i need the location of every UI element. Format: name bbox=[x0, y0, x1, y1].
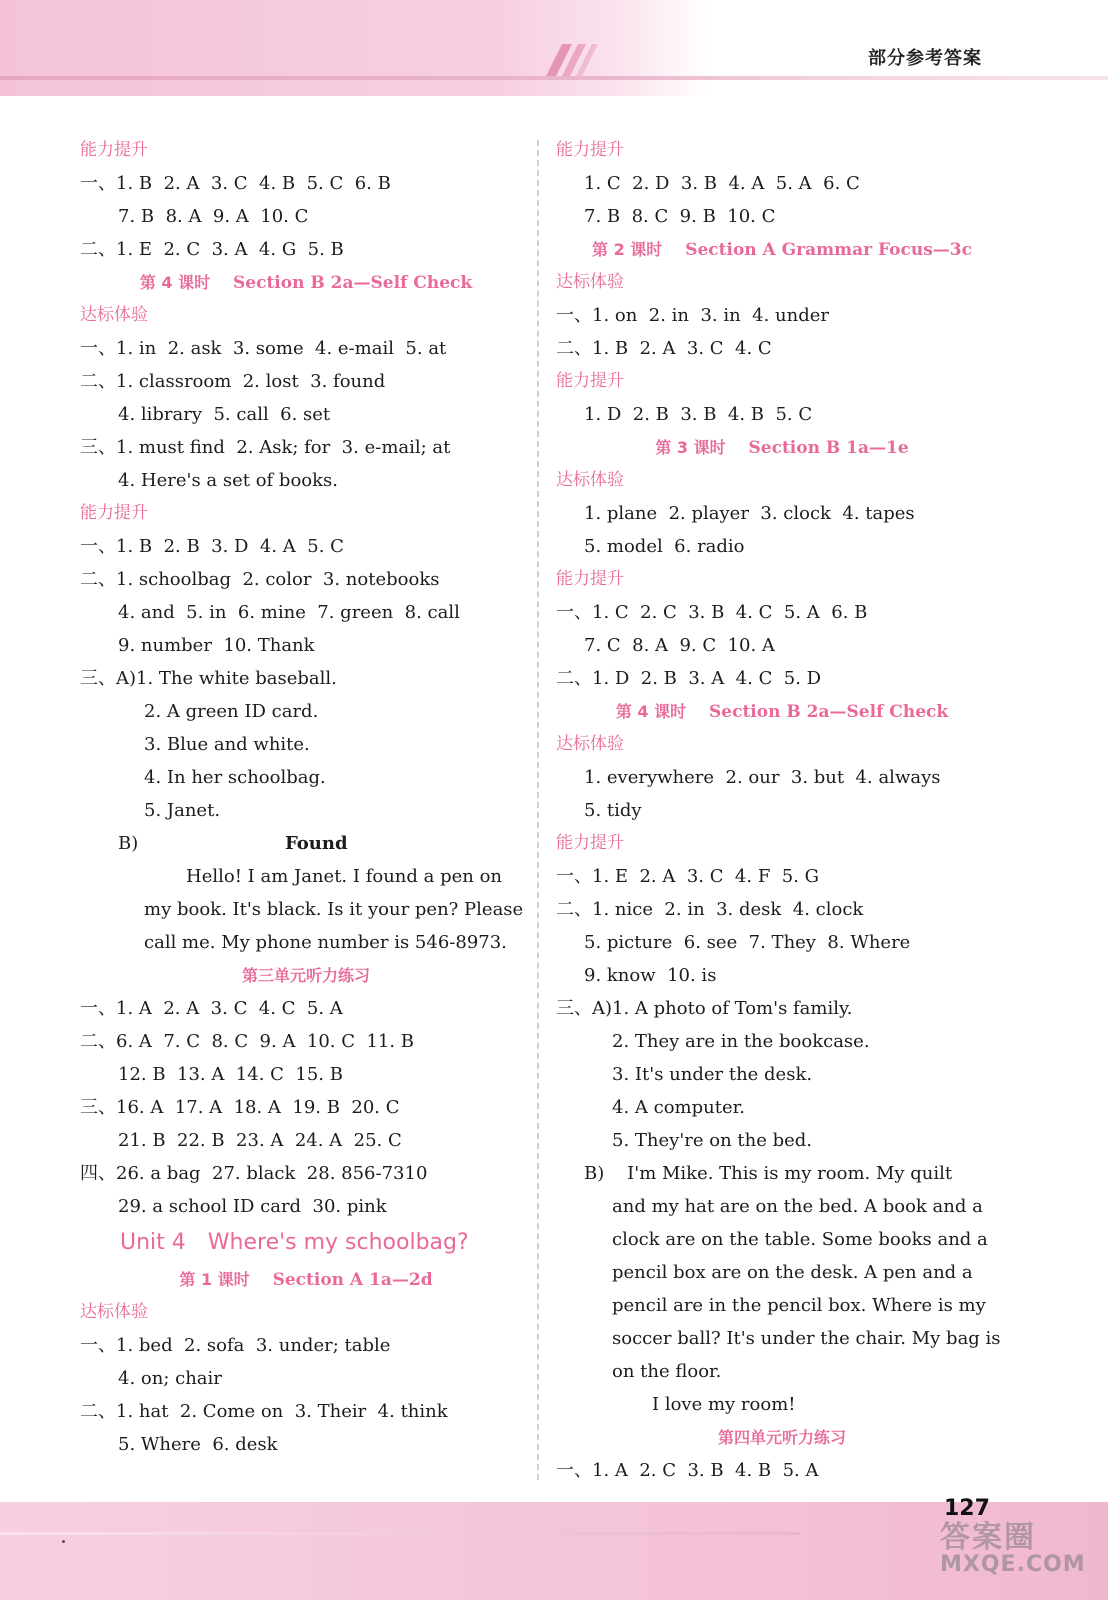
page-number: 127 bbox=[944, 1496, 990, 1521]
answer-line: 二、1. D 2. B 3. A 4. C 5. D bbox=[556, 668, 822, 689]
answer-line: 一、1. on 2. in 3. in 4. under bbox=[556, 305, 830, 326]
passage-title-line bbox=[80, 827, 532, 860]
answer-line: 7. B 8. C 9. B 10. C bbox=[584, 206, 776, 227]
section-heading: 达标体验 bbox=[556, 470, 624, 490]
page-header-title: 部分参考答案 bbox=[868, 48, 982, 69]
answer-line: 二、1. E 2. C 3. A 4. G 5. B bbox=[80, 239, 344, 260]
answer-line: 一、1. in 2. ask 3. some 4. e-mail 5. at bbox=[80, 338, 447, 359]
answer-line: 二、6. A 7. C 8. C 9. A 10. C 11. B bbox=[80, 1031, 415, 1052]
answer-line: 7. B 8. A 9. A 10. C bbox=[118, 206, 309, 227]
listening-practice-heading: 第四单元听力练习 bbox=[717, 1428, 846, 1447]
section-heading: 能力提升 bbox=[556, 371, 624, 391]
footer-dot bbox=[62, 1540, 65, 1543]
lesson-header bbox=[80, 266, 532, 299]
lesson-label: 第 4 课时 bbox=[615, 702, 687, 721]
answer-line: 二、1. schoolbag 2. color 3. notebooks bbox=[80, 569, 440, 590]
unit-number: Unit 4 bbox=[120, 1230, 186, 1255]
answer-line: I love my room! bbox=[652, 1394, 796, 1415]
right-column bbox=[556, 134, 1008, 1487]
lesson-label: 第 1 课时 bbox=[179, 1270, 250, 1289]
answer-line: 9. number 10. Thank bbox=[118, 635, 315, 656]
lesson-header bbox=[80, 1263, 532, 1296]
lesson-section-title: Section B 2a—Self Check bbox=[709, 702, 949, 722]
header-rule bbox=[0, 76, 1108, 80]
answer-line: 5. picture 6. see 7. They 8. Where bbox=[584, 932, 911, 953]
header-stripes-decoration bbox=[536, 44, 606, 76]
lesson-section-title: Section B 2a—Self Check bbox=[233, 273, 473, 293]
answer-line: 1. C 2. D 3. B 4. A 5. A 6. C bbox=[584, 173, 860, 194]
answer-line: 12. B 13. A 14. C 15. B bbox=[118, 1064, 343, 1085]
section-heading: 能力提升 bbox=[80, 140, 148, 160]
section-heading: 能力提升 bbox=[556, 569, 624, 589]
listening-practice-heading: 第三单元听力练习 bbox=[241, 966, 370, 985]
lesson-section-title: Section B 1a—1e bbox=[748, 438, 909, 458]
answer-line: 4. and 5. in 6. mine 7. green 8. call bbox=[118, 602, 460, 623]
answer-line: soccer ball? It's under the chair. My bag is bbox=[612, 1328, 1001, 1349]
answer-line: 4. A computer. bbox=[612, 1097, 745, 1118]
answer-line: 21. B 22. B 23. A 24. A 25. C bbox=[118, 1130, 402, 1151]
answer-line: 1. D 2. B 3. B 4. B 5. C bbox=[584, 404, 813, 425]
answer-line: 4. Here's a set of books. bbox=[118, 470, 338, 491]
answer-line: 一、1. bed 2. sofa 3. under; table bbox=[80, 1335, 391, 1356]
answer-line: and my hat are on the bed. A book and a bbox=[612, 1196, 983, 1217]
answer-line: 9. know 10. is bbox=[584, 965, 717, 986]
lesson-header bbox=[556, 431, 1008, 464]
answer-line: 二、1. classroom 2. lost 3. found bbox=[80, 371, 386, 392]
column-divider bbox=[537, 140, 539, 1480]
answer-line: 一、1. B 2. B 3. D 4. A 5. C bbox=[80, 536, 344, 557]
section-heading: 达标体验 bbox=[556, 272, 624, 292]
answer-line: 4. library 5. call 6. set bbox=[118, 404, 331, 425]
answer-line: 一、1. C 2. C 3. B 4. C 5. A 6. B bbox=[556, 602, 868, 623]
answer-line: 二、1. hat 2. Come on 3. Their 4. think bbox=[80, 1401, 448, 1422]
lesson-header bbox=[556, 233, 1008, 266]
answer-line: clock are on the table. Some books and a bbox=[612, 1229, 988, 1250]
watermark bbox=[940, 1512, 1108, 1596]
answer-line: 三、A)1. The white baseball. bbox=[80, 668, 337, 689]
watermark-url: MXQE.COM bbox=[940, 1552, 1086, 1577]
answer-line: 4. on; chair bbox=[118, 1368, 222, 1389]
answer-line: 2. They are in the bookcase. bbox=[612, 1031, 870, 1052]
answer-line: pencil box are on the desk. A pen and a bbox=[612, 1262, 973, 1283]
section-heading: 达标体验 bbox=[80, 1302, 148, 1322]
answer-line: my book. It's black. Is it your pen? Please bbox=[144, 899, 524, 920]
lesson-label: 第 4 课时 bbox=[139, 273, 211, 292]
left-column bbox=[80, 134, 532, 1461]
answer-line: 5. They're on the bed. bbox=[612, 1130, 813, 1151]
lesson-section-title: Section A Grammar Focus—3c bbox=[685, 240, 972, 260]
section-heading: 达标体验 bbox=[556, 734, 624, 754]
lesson-section-title: Section A 1a—2d bbox=[272, 1270, 433, 1290]
section-heading: 能力提升 bbox=[80, 503, 148, 523]
answer-line: Hello! I am Janet. I found a pen on bbox=[186, 866, 503, 887]
answer-line: call me. My phone number is 546-8973. bbox=[144, 932, 507, 953]
answer-line: 一、1. A 2. A 3. C 4. C 5. A bbox=[80, 998, 343, 1019]
answer-line: 三、16. A 17. A 18. A 19. B 20. C bbox=[80, 1097, 400, 1118]
answer-line: 1. plane 2. player 3. clock 4. tapes bbox=[584, 503, 915, 524]
answer-line: 四、26. a bag 27. black 28. 856-7310 bbox=[80, 1163, 428, 1184]
lesson-label: 第 2 课时 bbox=[592, 240, 663, 259]
answer-line: 1. everywhere 2. our 3. but 4. always bbox=[584, 767, 941, 788]
answer-line: 二、1. B 2. A 3. C 4. C bbox=[556, 338, 772, 359]
unit-heading bbox=[80, 1223, 532, 1263]
answer-line: 5. tidy bbox=[584, 800, 642, 821]
answer-line: 三、A)1. A photo of Tom's family. bbox=[556, 998, 853, 1019]
answer-line: 4. In her schoolbag. bbox=[144, 767, 326, 788]
section-heading: 达标体验 bbox=[80, 305, 148, 325]
answer-line: 29. a school ID card 30. pink bbox=[118, 1196, 387, 1217]
answer-line: 2. A green ID card. bbox=[144, 701, 319, 722]
answer-line: 二、1. nice 2. in 3. desk 4. clock bbox=[556, 899, 864, 920]
footer-rule bbox=[0, 1532, 800, 1535]
answer-line: 一、1. E 2. A 3. C 4. F 5. G bbox=[556, 866, 820, 887]
section-heading: 能力提升 bbox=[556, 140, 624, 160]
passage-part-label: B) bbox=[118, 833, 139, 854]
unit-title-text: Where's my schoolbag? bbox=[207, 1230, 469, 1255]
answer-line: 5. Janet. bbox=[144, 800, 221, 821]
answer-line: 5. model 6. radio bbox=[584, 536, 745, 557]
section-heading: 能力提升 bbox=[556, 833, 624, 853]
answer-line: 7. C 8. A 9. C 10. A bbox=[584, 635, 775, 656]
answer-line: pencil are in the pencil box. Where is my bbox=[612, 1295, 986, 1316]
lesson-header bbox=[556, 695, 1008, 728]
answer-line: 5. Where 6. desk bbox=[118, 1434, 278, 1455]
answer-line: 3. Blue and white. bbox=[144, 734, 310, 755]
lesson-label: 第 3 课时 bbox=[655, 438, 726, 457]
answer-line: 三、1. must find 2. Ask; for 3. e-mail; at bbox=[80, 437, 451, 458]
answer-line: B) I'm Mike. This is my room. My quilt bbox=[584, 1163, 953, 1184]
answer-line: 一、1. A 2. C 3. B 4. B 5. A bbox=[556, 1460, 819, 1481]
passage-title: Found bbox=[285, 833, 348, 854]
answer-line: 3. It's under the desk. bbox=[612, 1064, 813, 1085]
answer-line: 一、1. B 2. A 3. C 4. B 5. C 6. B bbox=[80, 173, 391, 194]
answer-line: on the floor. bbox=[612, 1361, 722, 1382]
watermark-logo: 答案圈 bbox=[940, 1520, 1036, 1555]
